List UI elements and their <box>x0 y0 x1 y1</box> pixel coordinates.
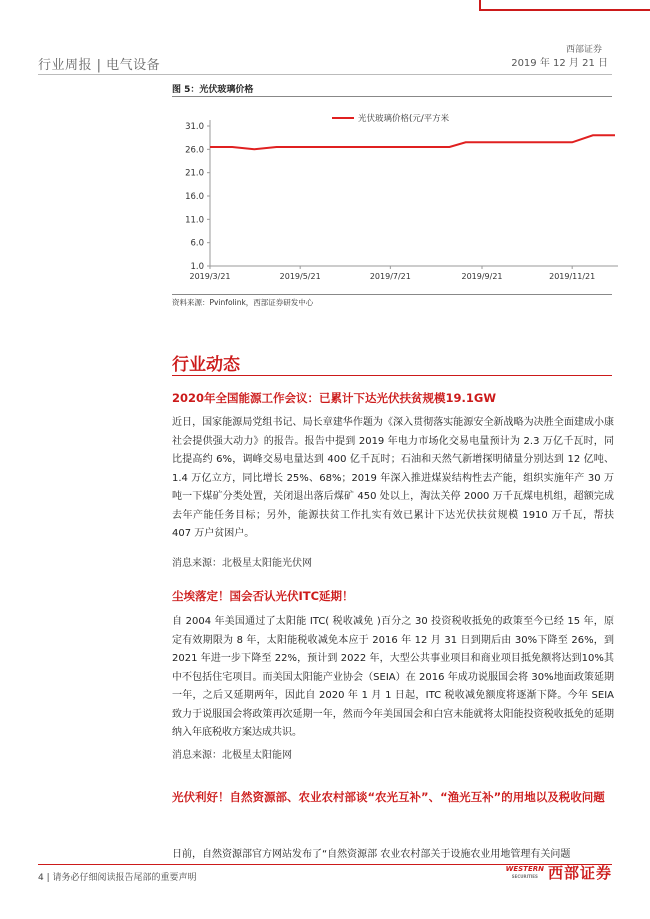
section-title: 行业动态 <box>172 355 240 375</box>
news-body-2: 自 2004 年美国通过了太阳能 ITC( 税收减免 )百分之 30 投资税收抵免的政策至今已经 15 年，原定有效期限为 8 年，太阳能税收减免本应于 2016 年 12 月 31 日到期后由 30%下降至 26%，到 2021 年进一步下降至 22%，预计到 2022 年，大型公共事业项目和商业项目抵免额将达到10%其中不包括住宅项目。而美国太阳能产业协会（SEIA）在 2016 年成功说服国会将 30%地面政策延期一年，之后又延期两年，因此自 2020 年 1 月 1 日起，ITC 税收减免额度将逐渐下降。今年 SEIA 致力于说服国会将政策再次延期一年，然而今年美国国会和白宫未能就将太阳能投资税收抵免的延期纳入年底税收方案达成共识。 <box>172 616 614 738</box>
logo-mark-top: WESTERN <box>505 864 544 873</box>
section-divider <box>172 375 612 376</box>
report-category: 行业周报 | 电气设备 <box>38 58 161 73</box>
figure-top-rule <box>172 96 612 97</box>
y-tick-label: 6.0 <box>190 238 204 249</box>
footer-separator: | <box>46 873 53 883</box>
figure-bottom-rule <box>172 294 612 295</box>
logo-text: 西部证券 <box>547 864 612 882</box>
news-body-1: 近日，国家能源局党组书记、局长章建华作题为《深入贯彻落实能源安全新战略为决胜全面建成小康社会提供强大动力》的报告。报告中提到 2019 年电力市场化交易电量预计为 2.3 万亿千瓦时，同比提高约 6%，调峰交易电量达到 400 亿千瓦时；石油和天然气新增探明储量分别达到 12 亿吨、1.4 万亿立方，同比增长 25%、68%；2019 年深入推进煤炭结构性去产能，组织实施年产 30 万吨一下煤矿分类处置，关闭退出落后煤矿 450 处以上，淘汰关停 2000 万千瓦煤电机组，超额完成去年产能任务目标；另外，能源扶贫工作扎实有效已累计下达光伏扶贫规模 1910 万千瓦，帮扶 407 万户贫困户。 <box>172 417 614 539</box>
x-tick-label: 2019/9/21 <box>461 272 503 281</box>
news-source-1: 消息来源：北极星太阳能光伏网 <box>172 558 312 569</box>
x-tick-label: 2019/7/21 <box>369 272 411 281</box>
header-brand: 西部证券 <box>565 45 602 55</box>
x-tick-label: 2019/5/21 <box>279 272 321 281</box>
y-tick-label: 16.0 <box>185 192 204 202</box>
y-tick-label: 31.0 <box>185 122 204 132</box>
news-title-1: 2020年全国能源工作会议：已累计下达光伏扶贫规模19.1GW <box>172 391 497 405</box>
y-tick-label: 21.0 <box>185 168 204 179</box>
news-body-3: 日前，自然资源部官方网站发布了“自然资源部 农业农村部关于设施农业用地管理有关问题 <box>172 849 571 860</box>
series-line <box>210 135 615 149</box>
news-title-3: 光伏利好！自然资源部、农业农村部谈“农光互补”、“渔光互补”的用地以及税收问题 <box>172 790 605 804</box>
logo-mark-sub: SECURITIES <box>511 873 538 879</box>
footer-disclaimer <box>38 870 197 883</box>
news-source-2: 消息来源：北极星太阳能网 <box>172 750 292 761</box>
y-tick-label: 1.0 <box>190 262 204 272</box>
x-tick-label: 2019/3/21 <box>189 272 231 281</box>
page-number: 4 <box>38 873 44 883</box>
figure-source: 资料来源：Pvinfolink，西部证券研发中心 <box>172 298 314 307</box>
y-tick-label: 26.0 <box>185 145 204 156</box>
news-title-2: 尘埃落定！国会否认光伏ITC延期！ <box>172 589 354 603</box>
disclaimer-text: 请务必仔细阅读报告尾部的重要声明 <box>52 873 197 883</box>
company-logo <box>506 862 612 883</box>
report-date: 2019 年 12 月 21 日 <box>511 58 608 69</box>
logo-mark <box>506 865 544 881</box>
chart-svg <box>172 100 622 290</box>
legend-label: 光伏玻璃价格(元/平方米 <box>358 114 450 124</box>
y-tick-label: 11.0 <box>185 215 204 226</box>
figure-title: 图 5：光伏玻璃价格 <box>172 85 254 95</box>
x-tick-label: 2019/11/21 <box>549 272 596 281</box>
header-divider <box>38 74 612 75</box>
price-chart <box>172 100 622 290</box>
